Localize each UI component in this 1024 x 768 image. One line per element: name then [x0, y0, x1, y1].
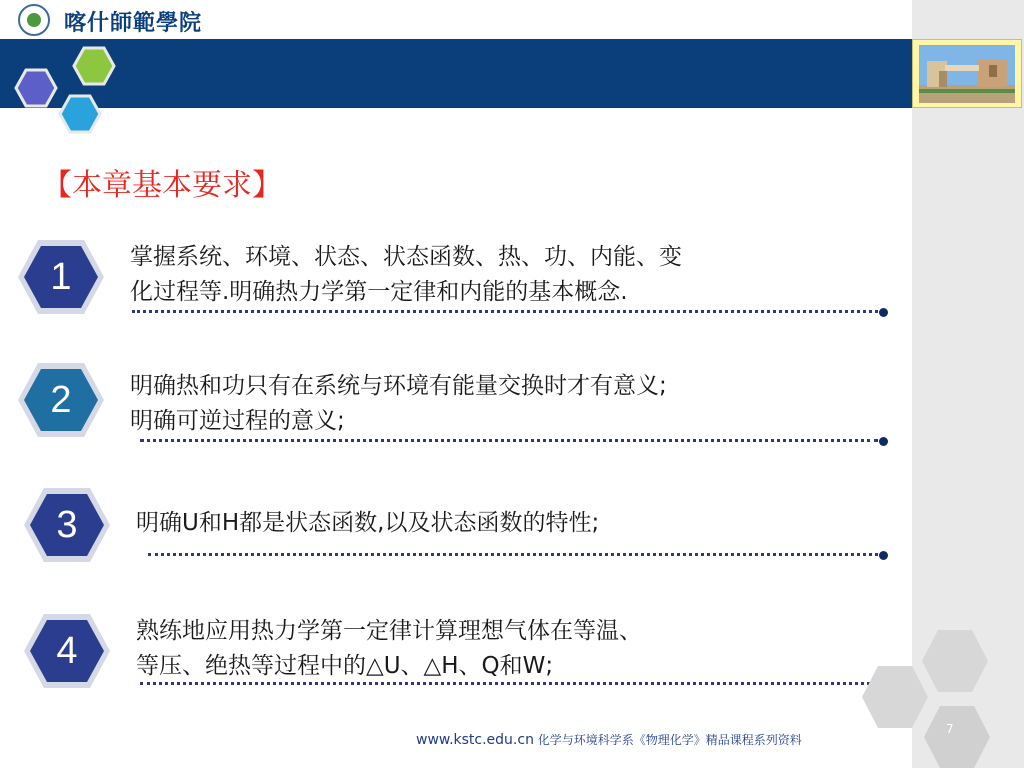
- campus-gate-icon: [919, 45, 1015, 103]
- item-number: 3: [56, 503, 78, 546]
- item-number: 2: [50, 378, 72, 421]
- item-line: 熟练地应用热力学第一定律计算理想气体在等温、: [136, 618, 642, 644]
- footer: [416, 731, 802, 748]
- item-line: 明确可逆过程的意义;: [130, 408, 345, 434]
- item-line: 等压、绝热等过程中的△U、△H、Q和W;: [136, 653, 554, 679]
- list-item: [136, 614, 642, 684]
- school-seal-icon: [18, 4, 50, 36]
- item-number-badge: [16, 237, 106, 317]
- divider-end-dot: [879, 437, 888, 446]
- page-title: 【本章基本要求】: [42, 168, 282, 203]
- header-hexagons: [10, 44, 120, 144]
- item-line: 化过程等.明确热力学第一定律和内能的基本概念.: [130, 279, 628, 305]
- item-number: 4: [56, 629, 78, 672]
- footer-url[interactable]: www.kstc.edu.cn: [416, 732, 534, 748]
- item-number-badge: [22, 485, 112, 565]
- dotted-divider: [140, 439, 878, 442]
- decorative-hexagons: [860, 628, 1020, 768]
- list-item: [130, 369, 667, 439]
- item-line: 掌握系统、环境、状态、状态函数、热、功、内能、变: [130, 244, 682, 270]
- list-item: [130, 240, 682, 310]
- divider-end-dot: [879, 308, 888, 317]
- school-name: 喀什師範學院: [64, 10, 203, 36]
- header-band: [0, 39, 912, 108]
- page-number: 7: [946, 722, 954, 736]
- item-number-badge: [22, 611, 112, 691]
- dotted-divider: [148, 553, 878, 556]
- dotted-divider: [132, 310, 878, 313]
- item-number: 1: [50, 255, 72, 298]
- item-line: 明确U和H都是状态函数,以及状态函数的特性;: [136, 510, 600, 536]
- divider-end-dot: [879, 551, 888, 560]
- list-item: [136, 506, 599, 541]
- item-line: 明确热和功只有在系统与环境有能量交换时才有意义;: [130, 373, 667, 399]
- item-number-badge: [16, 360, 106, 440]
- campus-photo: [912, 39, 1022, 108]
- footer-text: 化学与环境科学系《物理化学》精品课程系列资料: [537, 733, 802, 747]
- dotted-divider: [140, 682, 870, 685]
